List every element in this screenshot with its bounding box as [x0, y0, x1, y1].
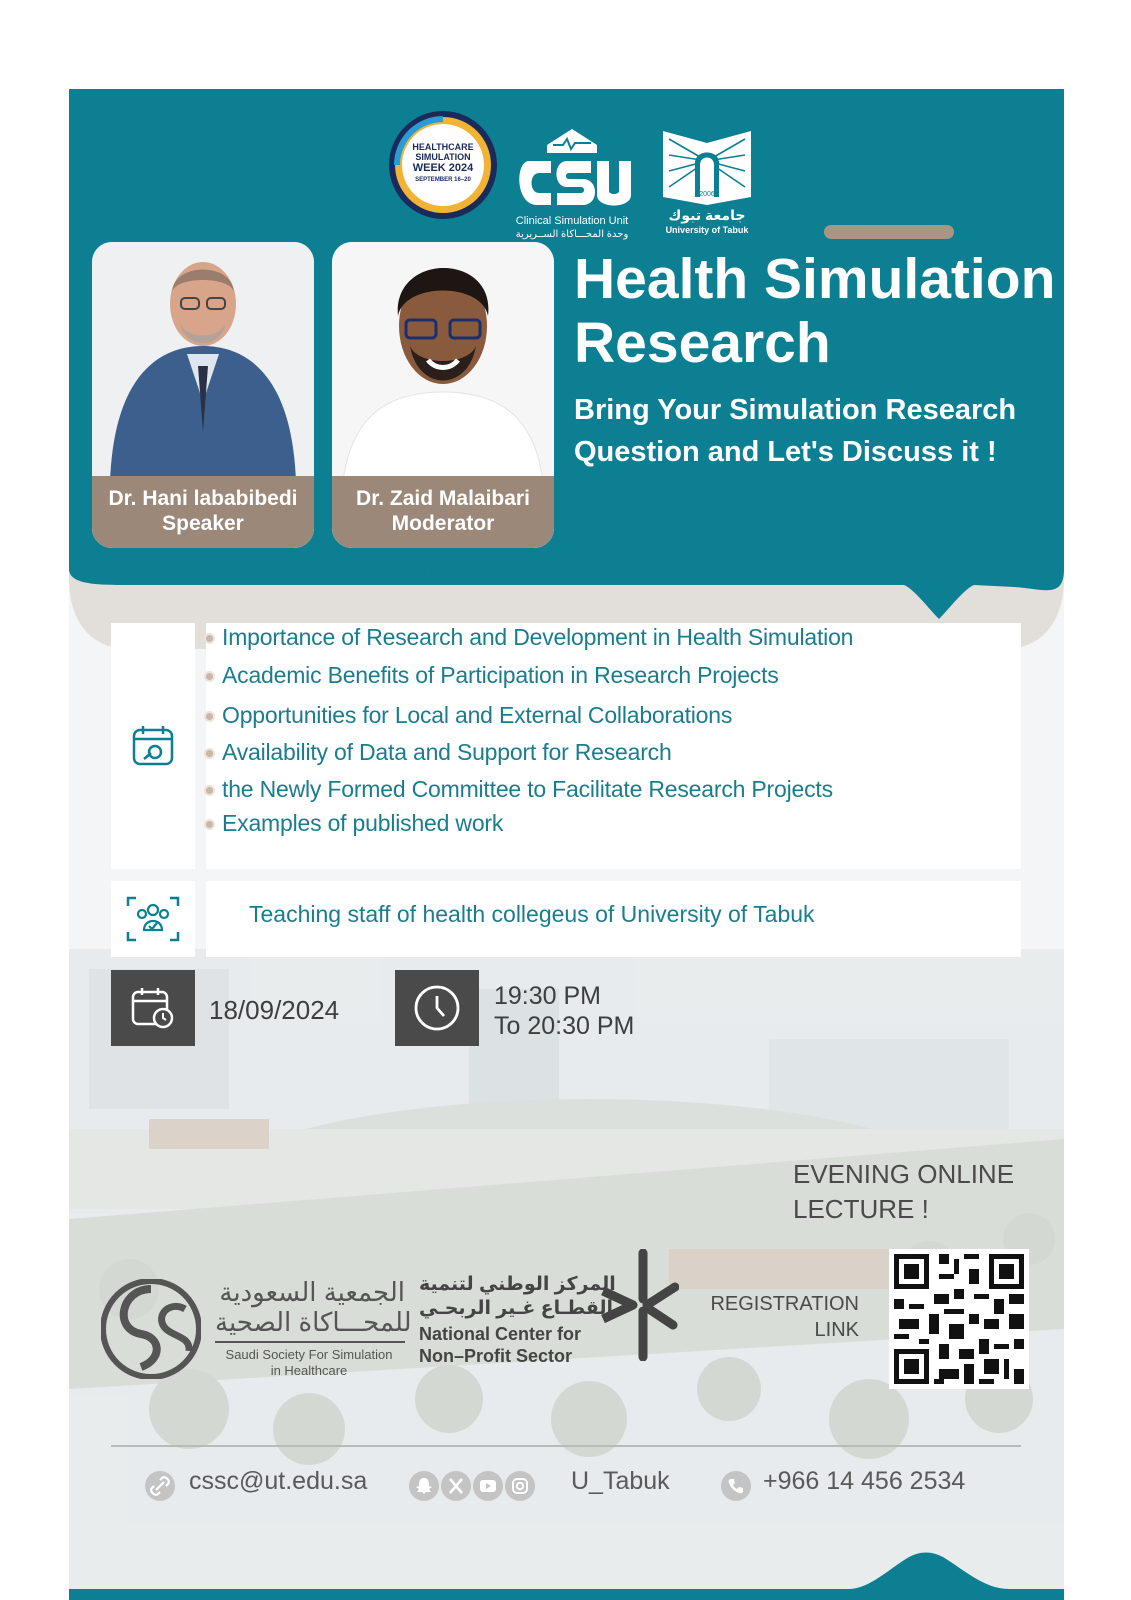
contact-phone[interactable]: +966 14 456 2534 — [763, 1467, 966, 1495]
footer-divider — [111, 1445, 1021, 1447]
clinical-simulation-unit-logo — [507, 125, 637, 245]
event-date: 18/09/2024 — [209, 995, 340, 1025]
lecture-type-line1: EVENING ONLINE — [793, 1159, 1015, 1189]
contact-email[interactable]: cssc@ut.edu.sa — [189, 1467, 368, 1495]
csu-arabic-name: وحدة المحـــاكاة الســريرية — [515, 229, 629, 240]
bullet-dot — [204, 671, 215, 682]
poster — [69, 89, 1064, 1600]
ut-founding-year: 2006 — [699, 191, 715, 198]
audience-text: Teaching staff of health collegeus of University of Tabuk — [249, 901, 815, 927]
healthcare-simulation-week-logo — [387, 109, 499, 221]
date-icon-box — [111, 970, 195, 1046]
csu-english-name: Clinical Simulation Unit — [515, 215, 629, 227]
moderator-caption — [332, 476, 554, 548]
saudi-society-arabic-name: الجمعية السعودية للمحـــاكاة الصحية — [215, 1277, 412, 1337]
ut-english-name: University of Tabuk — [665, 225, 749, 235]
lecture-type-line2: LECTURE ! — [793, 1194, 929, 1224]
page-subtitle: Bring Your Simulation Research Question and Let's Discuss it ! — [574, 394, 1017, 468]
hsw-line1: HEALTHCARE — [412, 142, 474, 152]
hsw-line2: SIMULATION — [415, 152, 471, 162]
moderator-role: Moderator — [391, 512, 495, 535]
topics-icon-box — [111, 623, 195, 869]
national-center-english-name: National Center for Non–Profit Sector — [419, 1324, 582, 1366]
speaker-name: Dr. Hani lababibedi — [108, 487, 298, 510]
saudi-society-simulation-logo — [101, 1279, 201, 1379]
topic-item: Availability of Data and Support for Research — [222, 739, 672, 766]
event-name: International Simulation Week 2024 — [369, 551, 839, 582]
calendar-clock-icon — [131, 986, 175, 1030]
topic-item: Academic Benefits of Participation in Research Projects — [222, 662, 779, 689]
clock-icon — [413, 984, 461, 1032]
topic-item: Opportunities for Local and External Collaborations — [222, 702, 732, 729]
time-icon-box — [395, 970, 479, 1046]
topic-item: the Newly Formed Committee to Facilitate Research Projects — [222, 776, 833, 803]
registration-line2: LINK — [814, 1319, 859, 1341]
national-center-logo — [599, 1249, 679, 1361]
sponsor-divider — [215, 1341, 405, 1343]
registration-qr-code[interactable] — [889, 1249, 1029, 1389]
speaker-card — [92, 242, 314, 548]
speaker-role: Speaker — [162, 512, 244, 535]
ut-hijri-year: ١٤٢٧ — [699, 120, 715, 127]
university-of-tabuk-logo — [655, 121, 759, 245]
calendar-settings-icon — [130, 723, 176, 769]
bullet-dot — [204, 711, 215, 722]
audience-group-icon — [126, 896, 180, 942]
footer-background — [69, 1489, 1064, 1600]
time-start: 19:30 PM — [494, 982, 602, 1010]
topic-item: Importance of Research and Development in Health Simulation — [222, 624, 853, 651]
speaker-caption — [92, 476, 314, 548]
time-end: To 20:30 PM — [494, 1012, 635, 1040]
hsw-dates: SEPTEMBER 16–20 — [415, 177, 471, 183]
topic-item: Examples of published work — [222, 810, 503, 837]
event-time — [494, 981, 634, 1041]
registration-line1: REGISTRATION — [710, 1293, 859, 1315]
social-handle[interactable]: U_Tabuk — [571, 1467, 670, 1495]
moderator-card — [332, 242, 554, 548]
saudi-society-english-name: Saudi Society For Simulation in Healthcare — [225, 1347, 393, 1378]
decorative-bar — [824, 225, 954, 239]
bullet-dot — [204, 819, 215, 830]
ut-arabic-name: جامعة تبوك — [668, 207, 746, 223]
qr-code-icon — [889, 1249, 1029, 1389]
registration-label — [669, 1291, 859, 1343]
lecture-type — [793, 1157, 1014, 1227]
page-title: Health Simulation Research — [574, 247, 1056, 375]
bullet-dot — [204, 748, 215, 759]
hsw-line3: WEEK 2024 — [412, 162, 474, 174]
national-center-arabic-name: المركز الوطني لتنمية القطـاع غـير الربحـي — [419, 1274, 616, 1319]
audience-icon-box — [111, 881, 195, 957]
bullet-dot — [204, 633, 215, 644]
moderator-name: Dr. Zaid Malaibari — [356, 487, 530, 510]
bullet-dot — [204, 785, 215, 796]
